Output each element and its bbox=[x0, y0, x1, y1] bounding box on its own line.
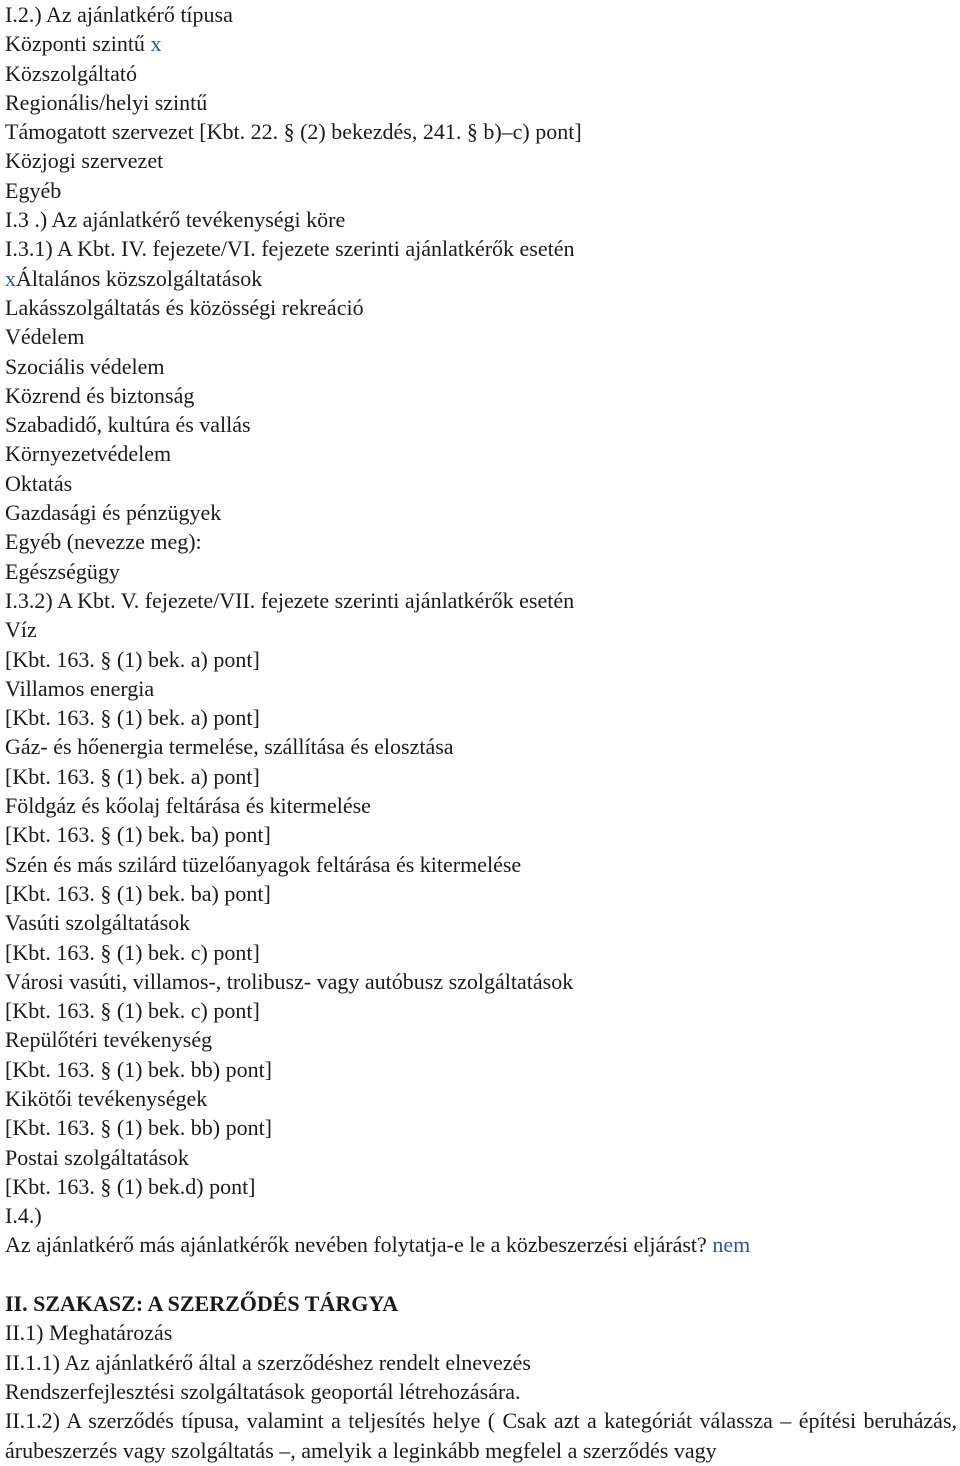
option-kozponti bbox=[5, 29, 957, 58]
section-i4-title: I.4.) bbox=[5, 1203, 42, 1229]
activity-altalanos bbox=[5, 264, 957, 293]
sector-villamos: Villamos energia bbox=[5, 675, 155, 701]
section-i4-question-line bbox=[5, 1230, 957, 1259]
section-ii-heading: II. SZAKASZ: A SZERZŐDÉS TÁRGYA bbox=[5, 1291, 399, 1317]
section-ii11-title: II.1.1) Az ajánlatkérő által a szerződéshez rendelt elnevezés bbox=[5, 1349, 531, 1375]
section-i31-title: I.3.1) A Kbt. IV. fejezete/VI. fejezete szerinti ajánlatkérők esetén bbox=[5, 236, 575, 262]
section-ii12-text: II.1.2) A szerződés típusa, valamint a teljesítés helye ( Csak azt a kategóriát válassza – építési beruházás, árubeszerzés vagy szolgáltatás –, amelyik a leginkább megfelel a szerződés vagy bbox=[5, 1408, 957, 1463]
section-i4-answer: nem bbox=[712, 1232, 751, 1258]
section-i32-title: I.3.2) A Kbt. V. fejezete/VII. fejezete szerinti ajánlatkérők esetén bbox=[5, 587, 575, 613]
option-regionalis: Regionális/helyi szintű bbox=[5, 89, 208, 115]
sector-viz: Víz bbox=[5, 617, 37, 643]
activity-egeszsegugy: Egészségügy bbox=[5, 558, 120, 584]
sector-kikotoi: Kikötői tevékenységek bbox=[5, 1085, 208, 1111]
option-egyeb: Egyéb bbox=[5, 177, 62, 203]
activity-kozrend: Közrend és biztonság bbox=[5, 382, 195, 408]
activity-vedelem: Védelem bbox=[5, 324, 85, 350]
sector-varosi-ref: [Kbt. 163. § (1) bek. c) pont] bbox=[5, 998, 260, 1024]
sector-varosi: Városi vasúti, villamos-, trolibusz- vagy autóbusz szolgáltatások bbox=[5, 968, 574, 994]
option-label: Központi szintű bbox=[5, 31, 145, 57]
activity-label: Általános közszolgáltatások bbox=[16, 265, 263, 291]
activity-szabadido: Szabadidő, kultúra és vallás bbox=[5, 412, 251, 438]
selected-mark: x bbox=[150, 31, 162, 57]
section-ii11-value: Rendszerfejlesztési szolgáltatások geoportál létrehozására. bbox=[5, 1378, 521, 1404]
sector-foldgaz-ref: [Kbt. 163. § (1) bek. ba) pont] bbox=[5, 822, 271, 848]
section-i4-question: Az ajánlatkérő más ajánlatkérők nevében folytatja-e le a közbeszerzési eljárást? bbox=[5, 1232, 707, 1258]
activity-kornyezet: Környezetvédelem bbox=[5, 441, 172, 467]
selected-mark: x bbox=[5, 265, 16, 291]
section-ii1-title: II.1) Meghatározás bbox=[5, 1320, 173, 1346]
blank-line bbox=[5, 1260, 957, 1289]
sector-repuloteri: Repülőtéri tevékenység bbox=[5, 1027, 213, 1053]
document-page bbox=[5, 0, 957, 1465]
activity-lakas: Lakásszolgáltatás és közösségi rekreáció bbox=[5, 294, 364, 320]
option-kozszolgaltato: Közszolgáltató bbox=[5, 60, 137, 86]
sector-postai: Postai szolgáltatások bbox=[5, 1144, 189, 1170]
activity-egyeb: Egyéb (nevezze meg): bbox=[5, 529, 202, 555]
section-i3-title: I.3 .) Az ajánlatkérő tevékenységi köre bbox=[5, 207, 346, 233]
sector-szen: Szén és más szilárd tüzelőanyagok feltárása és kitermelése bbox=[5, 851, 522, 877]
sector-gaz: Gáz- és hőenergia termelése, szállítása és elosztása bbox=[5, 734, 454, 760]
activity-gazdasagi: Gazdasági és pénzügyek bbox=[5, 500, 222, 526]
activity-oktatas: Oktatás bbox=[5, 470, 73, 496]
sector-postai-ref: [Kbt. 163. § (1) bek.d) pont] bbox=[5, 1173, 256, 1199]
option-tamogatott: Támogatott szervezet [Kbt. 22. § (2) bekezdés, 241. § b)–c) pont] bbox=[5, 119, 582, 145]
section-i2-title: I.2.) Az ajánlatkérő típusa bbox=[5, 2, 233, 27]
sector-szen-ref: [Kbt. 163. § (1) bek. ba) pont] bbox=[5, 880, 271, 906]
activity-szocialis: Szociális védelem bbox=[5, 353, 165, 379]
sector-foldgaz: Földgáz és kőolaj feltárása és kitermelése bbox=[5, 793, 371, 819]
sector-villamos-ref: [Kbt. 163. § (1) bek. a) pont] bbox=[5, 705, 260, 731]
sector-viz-ref: [Kbt. 163. § (1) bek. a) pont] bbox=[5, 646, 260, 672]
sector-kikotoi-ref: [Kbt. 163. § (1) bek. bb) pont] bbox=[5, 1115, 273, 1141]
sector-repuloteri-ref: [Kbt. 163. § (1) bek. bb) pont] bbox=[5, 1056, 273, 1082]
option-kozjogi: Közjogi szervezet bbox=[5, 148, 164, 174]
sector-gaz-ref: [Kbt. 163. § (1) bek. a) pont] bbox=[5, 763, 260, 789]
sector-vasuti-ref: [Kbt. 163. § (1) bek. c) pont] bbox=[5, 939, 260, 965]
sector-vasuti: Vasúti szolgáltatások bbox=[5, 910, 191, 936]
